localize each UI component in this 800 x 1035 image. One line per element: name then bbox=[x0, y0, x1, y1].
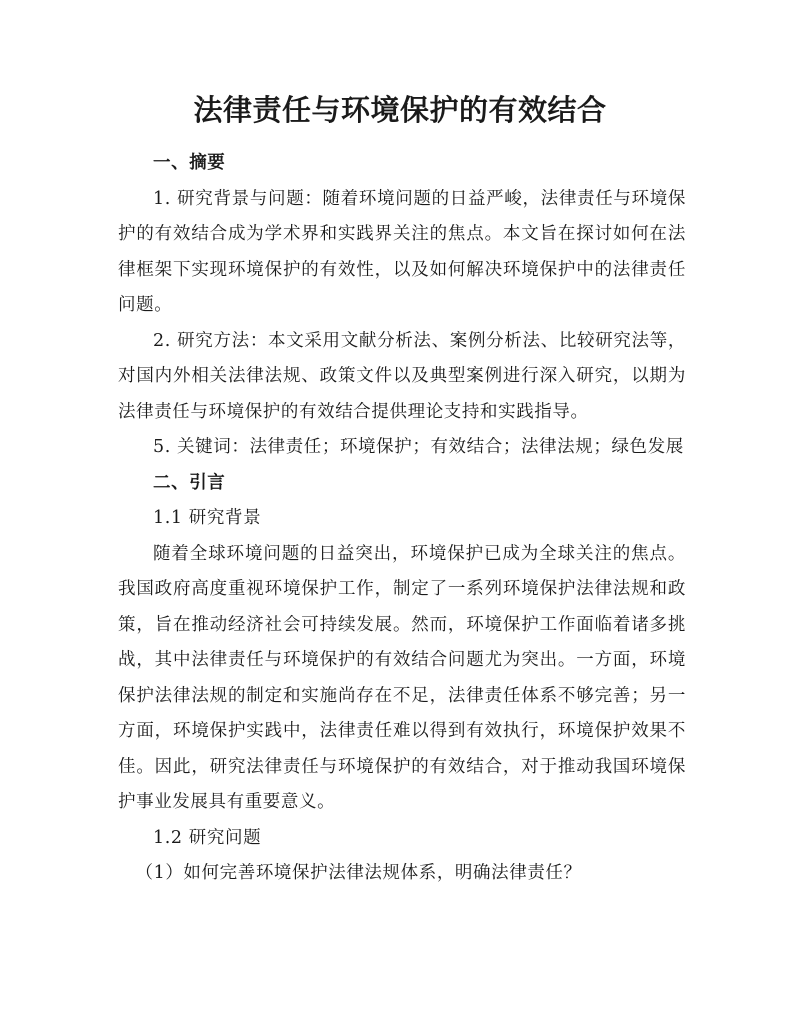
abstract-paragraph-methods: 2. 研究方法：本文采用文献分析法、案例分析法、比较研究法等，对国内外相关法律法规、政策文件以及典型案例进行深入研究，以期为法律责任与环境保护的有效结合提供理论支持和实践指导。 bbox=[118, 330, 686, 422]
research-question-1: （1）如何完善环境保护法律法规体系，明确法律责任？ bbox=[135, 863, 582, 883]
document-title: 法律责任与环境保护的有效结合 bbox=[193, 93, 607, 127]
abstract-paragraph-keywords: 5. 关键词：法律责任；环境保护；有效结合；法律法规；绿色发展 bbox=[153, 437, 684, 457]
document-body bbox=[118, 146, 686, 892]
section-heading-introduction: 二、引言 bbox=[153, 472, 226, 493]
introduction-paragraph-background: 随着全球环境问题的日益突出，环境保护已成为全球关注的焦点。我国政府高度重视环境保护工作，制定了一系列环境保护法律法规和政策，旨在推动经济社会可持续发展。然而，环境保护工作面临着诸多挑战，其中法律责任与环境保护的有效结合问题尤为突出。一方面，环境保护法律法规的制定和实施尚存在不足，法律责任体系不够完善；另一方面，环境保护实践中，法律责任难以得到有效执行，环境保护效果不佳。因此，研究法律责任与环境保护的有效结合，对于推动我国环境保护事业发展具有重要意义。 bbox=[118, 543, 686, 812]
abstract-paragraph-background: 1. 研究背景与问题：随着环境问题的日益严峻，法律责任与环境保护的有效结合成为学术界和实践界关注的焦点。本文旨在探讨如何在法律框架下实现环境保护的有效性，以及如何解决环境保护中的法律责任问题。 bbox=[118, 188, 686, 315]
section-heading-abstract: 一、摘要 bbox=[153, 153, 226, 173]
subsection-title-questions: 1.2 研究问题 bbox=[153, 827, 262, 848]
subsection-title-background: 1.1 研究背景 bbox=[153, 508, 262, 528]
